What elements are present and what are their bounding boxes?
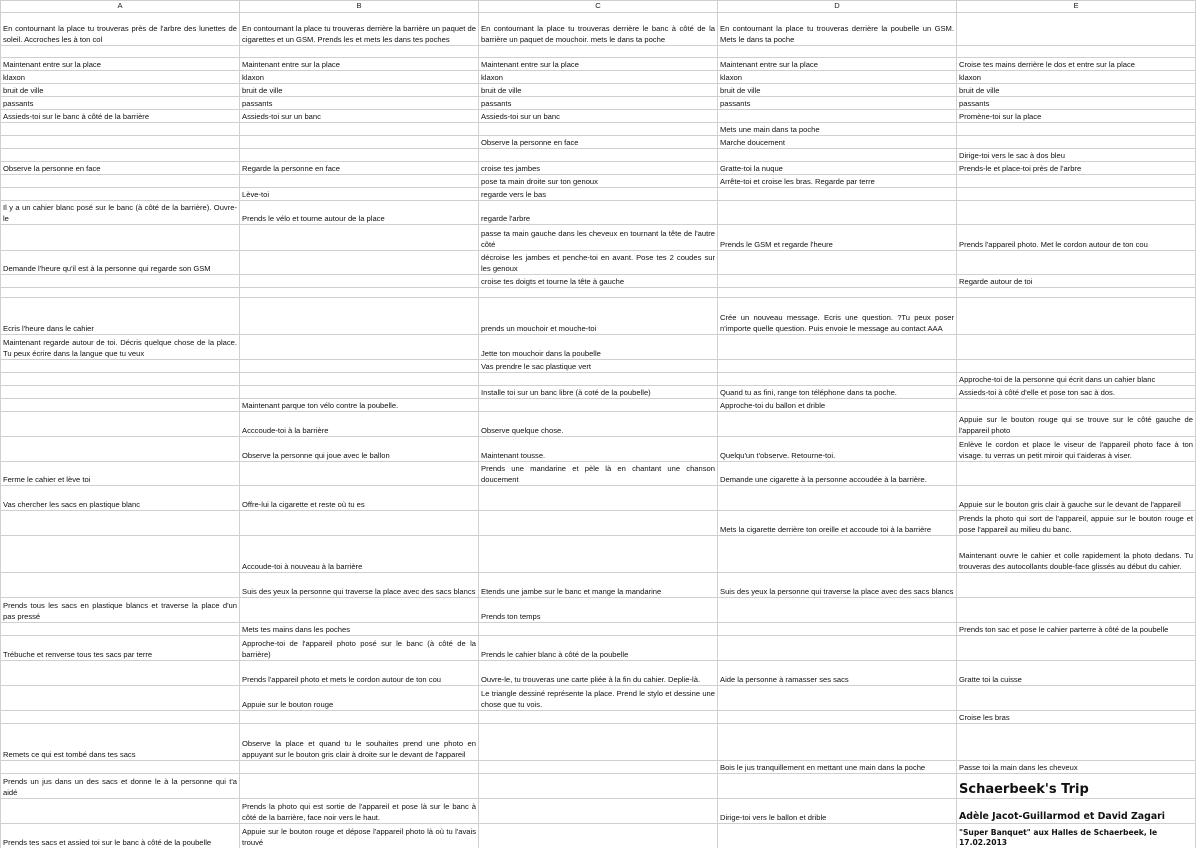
cell-d[interactable]: [718, 110, 957, 123]
table-row: [1, 175, 1196, 188]
cell-b[interactable]: Mets tes mains dans les poches: [240, 623, 479, 636]
cell-c[interactable]: [479, 761, 718, 774]
cell-b[interactable]: [240, 123, 479, 136]
cell-c[interactable]: Installe toi sur un banc libre (à coté de la poubelle): [479, 386, 718, 399]
cell-d[interactable]: En contournant la place tu trouveras derrière la poubelle un GSM. Mets le dans ta poche: [718, 13, 957, 46]
cell-c[interactable]: regarde l'arbre: [479, 201, 718, 225]
cell-b[interactable]: Maintenant parque ton vélo contre la poubelle.: [240, 399, 479, 412]
cell-e[interactable]: [957, 573, 1196, 598]
cell-e[interactable]: Croise tes mains derrière le dos et entre sur la place: [957, 58, 1196, 71]
cell-c[interactable]: [479, 623, 718, 636]
cell-b[interactable]: [240, 149, 479, 162]
cell-b[interactable]: Appuie sur le bouton rouge et dépose l'appareil photo là où tu l'avais trouvé: [240, 824, 479, 848]
cell-a[interactable]: Observe la personne en face: [1, 162, 240, 175]
cell-d[interactable]: klaxon: [718, 71, 957, 84]
cell-b[interactable]: Approche-toi de l'appareil photo posé sur le banc (à côté de la barrière): [240, 636, 479, 661]
cell-b[interactable]: Observe la personne qui joue avec le ballon: [240, 437, 479, 462]
table-row: [1, 136, 1196, 149]
column-header-a[interactable]: A: [1, 1, 240, 13]
column-header-c[interactable]: C: [479, 1, 718, 13]
cell-b[interactable]: [240, 275, 479, 288]
cell-a[interactable]: [1, 511, 240, 536]
table-row: [1, 573, 1196, 598]
cell-a[interactable]: Prends tous les sacs en plastique blancs et traverse la place d'un pas pressé: [1, 598, 240, 623]
cell-d[interactable]: Marche doucement: [718, 136, 957, 149]
cell-b[interactable]: [240, 335, 479, 360]
column-header-e[interactable]: E: [957, 1, 1196, 13]
cell-d[interactable]: Quelqu'un t'observe. Retourne-toi.: [718, 437, 957, 462]
cell-d[interactable]: Mets une main dans ta poche: [718, 123, 957, 136]
cell-c[interactable]: Jette ton mouchoir dans la poubelle: [479, 335, 718, 360]
cell-e[interactable]: [957, 360, 1196, 373]
cell-c[interactable]: [479, 123, 718, 136]
cell-c[interactable]: [479, 774, 718, 799]
table-row: [1, 58, 1196, 71]
table-row: [1, 536, 1196, 573]
cell-e[interactable]: Promène-toi sur la place: [957, 110, 1196, 123]
table-row: [1, 13, 1196, 46]
cell-c[interactable]: Maintenant entre sur la place: [479, 58, 718, 71]
cell-e[interactable]: [957, 636, 1196, 661]
table-row: [1, 201, 1196, 225]
cell-d[interactable]: bruit de ville: [718, 84, 957, 97]
cell-d[interactable]: [718, 412, 957, 437]
cell-e[interactable]: [957, 335, 1196, 360]
column-header-row: [1, 1, 1196, 13]
cell-a[interactable]: [1, 360, 240, 373]
cell-e[interactable]: [957, 462, 1196, 486]
cell-a[interactable]: [1, 412, 240, 437]
cell-d[interactable]: [718, 824, 957, 848]
table-row: [1, 824, 1196, 848]
cell-c[interactable]: pose ta main droite sur ton genoux: [479, 175, 718, 188]
table-row: [1, 386, 1196, 399]
cell-d[interactable]: [718, 288, 957, 298]
cell-b[interactable]: [240, 386, 479, 399]
cell-e[interactable]: [957, 251, 1196, 275]
cell-d[interactable]: Mets la cigarette derrière ton oreille et accoude toi à la barrière: [718, 511, 957, 536]
cell-c[interactable]: [479, 46, 718, 58]
cell-b[interactable]: passants: [240, 97, 479, 110]
column-header-d[interactable]: D: [718, 1, 957, 13]
cell-e[interactable]: Maintenant ouvre le cahier et colle rapidement la photo dedans. Tu trouveras des autocollants double-face glissés au début du cahier.: [957, 536, 1196, 573]
cell-b[interactable]: [240, 225, 479, 251]
cell-a[interactable]: [1, 275, 240, 288]
table-row: [1, 46, 1196, 58]
cell-b[interactable]: Accoude-toi à nouveau à la barrière: [240, 536, 479, 573]
cell-a[interactable]: Assieds-toi sur le banc à côté de la barrière: [1, 110, 240, 123]
cell-b[interactable]: [240, 298, 479, 335]
cell-d[interactable]: Arrête-toi et croise les bras. Regarde par terre: [718, 175, 957, 188]
cell-d[interactable]: [718, 251, 957, 275]
cell-a[interactable]: Remets ce qui est tombé dans tes sacs: [1, 724, 240, 761]
cell-a[interactable]: Maintenant regarde autour de toi. Décris quelque chose de la place. Tu peux écrire dans la langue que tu veux: [1, 335, 240, 360]
cell-c[interactable]: [479, 486, 718, 511]
cell-c[interactable]: [479, 711, 718, 724]
cell-b[interactable]: Suis des yeux la personne qui traverse la place avec des sacs blancs: [240, 573, 479, 598]
cell-d[interactable]: Approche-toi du ballon et drible: [718, 399, 957, 412]
table-row: [1, 97, 1196, 110]
cell-a[interactable]: [1, 799, 240, 824]
cell-b[interactable]: [240, 46, 479, 58]
cell-a[interactable]: [1, 386, 240, 399]
cell-a[interactable]: En contournant la place tu trouveras près de l'arbre des lunettes de soleil. Accroches les à ton col: [1, 13, 240, 46]
cell-b[interactable]: Regarde la personne en face: [240, 162, 479, 175]
table-row: [1, 84, 1196, 97]
cell-e[interactable]: Appuie sur le bouton gris clair à gauche sur le devant de l'appareil: [957, 486, 1196, 511]
cell-d[interactable]: [718, 335, 957, 360]
table-body: [1, 13, 1196, 848]
cell-b[interactable]: [240, 373, 479, 386]
cell-a[interactable]: [1, 573, 240, 598]
cell-a[interactable]: Prends tes sacs et assied toi sur le banc à côté de la poubelle: [1, 824, 240, 848]
table-row: [1, 162, 1196, 175]
cell-c[interactable]: [479, 799, 718, 824]
cell-d[interactable]: [718, 636, 957, 661]
cell-d[interactable]: [718, 46, 957, 58]
cell-e[interactable]: Prends ton sac et pose le cahier parterre à côté de la poubelle: [957, 623, 1196, 636]
cell-c[interactable]: décroise les jambes et penche-toi en avant. Pose tes 2 coudes sur les genoux: [479, 251, 718, 275]
cell-e[interactable]: [957, 123, 1196, 136]
cell-e[interactable]: Croise les bras: [957, 711, 1196, 724]
cell-e[interactable]: [957, 686, 1196, 711]
cell-e[interactable]: [957, 13, 1196, 46]
cell-a[interactable]: Demande l'heure qu'il est à la personne qui regarde son GSM: [1, 251, 240, 275]
table-row: [1, 711, 1196, 724]
cell-d[interactable]: Gratte-toi la nuque: [718, 162, 957, 175]
cell-a[interactable]: Il y a un cahier blanc posé sur le banc (à côté de la barrière). Ouvre-le: [1, 201, 240, 225]
table-row: [1, 225, 1196, 251]
cell-d[interactable]: Crée un nouveau message. Ecris une question. ?Tu peux poser n'importe quelle question. Puis envoie le message au contact AAA: [718, 298, 957, 335]
cell-b[interactable]: [240, 360, 479, 373]
cell-c[interactable]: Observe quelque chose.: [479, 412, 718, 437]
cell-e[interactable]: [957, 175, 1196, 188]
cell-b[interactable]: Offre-lui la cigarette et reste où tu es: [240, 486, 479, 511]
table-row: [1, 774, 1196, 799]
cell-a[interactable]: [1, 175, 240, 188]
cell-a[interactable]: [1, 711, 240, 724]
cell-e[interactable]: [957, 724, 1196, 761]
cell-c[interactable]: passe ta main gauche dans les cheveux en tournant la tête de l'autre côté: [479, 225, 718, 251]
cell-a[interactable]: [1, 188, 240, 201]
cell-e[interactable]: Gratte toi la cuisse: [957, 661, 1196, 686]
cell-e[interactable]: klaxon: [957, 71, 1196, 84]
cell-a[interactable]: [1, 123, 240, 136]
cell-e[interactable]: Passe toi la main dans les cheveux: [957, 761, 1196, 774]
cell-c[interactable]: [479, 149, 718, 162]
table-row: [1, 288, 1196, 298]
table-row: [1, 761, 1196, 774]
table-row: [1, 71, 1196, 84]
cell-a[interactable]: Maintenant entre sur la place: [1, 58, 240, 71]
cell-c[interactable]: Observe la personne en face: [479, 136, 718, 149]
cell-e[interactable]: [957, 399, 1196, 412]
cell-c[interactable]: Maintenant tousse.: [479, 437, 718, 462]
cell-d[interactable]: [718, 149, 957, 162]
cell-b[interactable]: Observe la place et quand tu le souhaites prend une photo en appuyant sur le bouton gris clair à droite sur le devant de l'appareil: [240, 724, 479, 761]
cell-d[interactable]: [718, 774, 957, 799]
table-row: [1, 360, 1196, 373]
cell-c[interactable]: [479, 724, 718, 761]
table-row: [1, 623, 1196, 636]
cell-e[interactable]: Regarde autour de toi: [957, 275, 1196, 288]
cell-b[interactable]: Lève-toi: [240, 188, 479, 201]
cell-b[interactable]: Acccoude-toi à la barrière: [240, 412, 479, 437]
cell-c[interactable]: [479, 511, 718, 536]
cell-a[interactable]: [1, 686, 240, 711]
cell-d[interactable]: [718, 686, 957, 711]
cell-c[interactable]: Prends le cahier blanc à côté de la poubelle: [479, 636, 718, 661]
cell-d[interactable]: [718, 623, 957, 636]
cell-a[interactable]: [1, 623, 240, 636]
cell-a[interactable]: [1, 149, 240, 162]
table-row: [1, 437, 1196, 462]
table-row: [1, 399, 1196, 412]
cell-d[interactable]: [718, 360, 957, 373]
cell-c[interactable]: [479, 399, 718, 412]
cell-d[interactable]: [718, 486, 957, 511]
table-row: [1, 462, 1196, 486]
cell-c[interactable]: Etends une jambe sur le banc et mange la mandarine: [479, 573, 718, 598]
column-header-b[interactable]: B: [240, 1, 479, 13]
table-row: [1, 110, 1196, 123]
cell-a[interactable]: [1, 225, 240, 251]
cell-c[interactable]: klaxon: [479, 71, 718, 84]
cell-e[interactable]: Prends l'appareil photo. Met le cordon autour de ton cou: [957, 225, 1196, 251]
cell-c[interactable]: Prends une mandarine et pèle là en chantant une chanson doucement: [479, 462, 718, 486]
cell-e[interactable]: "Super Banquet" aux Halles de Schaerbeek, le 17.02.2013: [957, 824, 1196, 848]
cell-b[interactable]: [240, 136, 479, 149]
cell-e[interactable]: Prends-le et place-toi près de l'arbre: [957, 162, 1196, 175]
table-row: [1, 123, 1196, 136]
cell-e[interactable]: passants: [957, 97, 1196, 110]
cell-b[interactable]: [240, 711, 479, 724]
cell-a[interactable]: [1, 437, 240, 462]
cell-b[interactable]: [240, 761, 479, 774]
cell-a[interactable]: passants: [1, 97, 240, 110]
cell-b[interactable]: [240, 598, 479, 623]
cell-a[interactable]: [1, 761, 240, 774]
table-row: [1, 335, 1196, 360]
cell-c[interactable]: croise tes jambes: [479, 162, 718, 175]
cell-d[interactable]: Aide la personne à ramasser ses sacs: [718, 661, 957, 686]
cell-e[interactable]: [957, 136, 1196, 149]
cell-e[interactable]: Enlève le cordon et place le viseur de l'appareil photo face à ton visage. tu verras un petit miroir qui t'aideras à viser.: [957, 437, 1196, 462]
cell-b[interactable]: Assieds-toi sur un banc: [240, 110, 479, 123]
cell-e[interactable]: [957, 298, 1196, 335]
cell-c[interactable]: Vas prendre le sac plastique vert: [479, 360, 718, 373]
cell-d[interactable]: [718, 188, 957, 201]
cell-e[interactable]: Prends la photo qui sort de l'appareil, appuie sur le bouton rouge et pose l'appareil au milieu du banc.: [957, 511, 1196, 536]
cell-b[interactable]: [240, 462, 479, 486]
table-row: [1, 636, 1196, 661]
cell-c[interactable]: croise tes doigts et tourne la tête à gauche: [479, 275, 718, 288]
cell-d[interactable]: Demande une cigarette à la personne accoudée à la barrière.: [718, 462, 957, 486]
table-row: [1, 686, 1196, 711]
table-row: [1, 188, 1196, 201]
cell-b[interactable]: [240, 251, 479, 275]
cell-a[interactable]: [1, 46, 240, 58]
cell-c[interactable]: Ouvre-le, tu trouveras une carte pliée à la fin du cahier. Deplie-là.: [479, 661, 718, 686]
cell-d[interactable]: Maintenant entre sur la place: [718, 58, 957, 71]
cell-e[interactable]: Dirige-toi vers le sac à dos bleu: [957, 149, 1196, 162]
cell-c[interactable]: Assieds-toi sur un banc: [479, 110, 718, 123]
cell-d[interactable]: [718, 201, 957, 225]
cell-c[interactable]: En contournant la place tu trouveras derrière le banc à côté de la barrière un paquet de mouchoir. mets le dans ta poche: [479, 13, 718, 46]
table-row: [1, 412, 1196, 437]
table-row: [1, 298, 1196, 335]
cell-a[interactable]: [1, 536, 240, 573]
cell-a[interactable]: klaxon: [1, 71, 240, 84]
cell-b[interactable]: bruit de ville: [240, 84, 479, 97]
cell-d[interactable]: [718, 724, 957, 761]
cell-a[interactable]: Vas chercher les sacs en plastique blanc: [1, 486, 240, 511]
cell-c[interactable]: [479, 288, 718, 298]
cell-b[interactable]: Maintenant entre sur la place: [240, 58, 479, 71]
cell-d[interactable]: Bois le jus tranquillement en mettant une main dans la poche: [718, 761, 957, 774]
cell-a[interactable]: [1, 288, 240, 298]
cell-b[interactable]: klaxon: [240, 71, 479, 84]
cell-e[interactable]: Appuie sur le bouton rouge qui se trouve sur le côté gauche de l'appareil photo: [957, 412, 1196, 437]
cell-d[interactable]: [718, 598, 957, 623]
cell-a[interactable]: bruit de ville: [1, 84, 240, 97]
cell-b[interactable]: [240, 774, 479, 799]
cell-b[interactable]: Prends l'appareil photo et mets le cordon autour de ton cou: [240, 661, 479, 686]
cell-d[interactable]: [718, 275, 957, 288]
table-row: [1, 724, 1196, 761]
cell-e[interactable]: Assieds-toi à côté d'elle et pose ton sac à dos.: [957, 386, 1196, 399]
cell-a[interactable]: [1, 136, 240, 149]
cell-c[interactable]: [479, 373, 718, 386]
cell-d[interactable]: [718, 536, 957, 573]
cell-b[interactable]: Prends le vélo et tourne autour de la place: [240, 201, 479, 225]
cell-c[interactable]: Le triangle dessiné représente la place. Prend le stylo et dessine une chose que tu vois.: [479, 686, 718, 711]
cell-d[interactable]: Suis des yeux la personne qui traverse la place avec des sacs blancs: [718, 573, 957, 598]
table-row: [1, 661, 1196, 686]
table-row: [1, 373, 1196, 386]
cell-c[interactable]: Prends ton temps: [479, 598, 718, 623]
table-row: [1, 275, 1196, 288]
cell-d[interactable]: passants: [718, 97, 957, 110]
cell-e[interactable]: [957, 288, 1196, 298]
cell-e[interactable]: Approche-toi de la personne qui écrit dans un cahier blanc: [957, 373, 1196, 386]
cell-e[interactable]: Schaerbeek's Trip: [957, 774, 1196, 799]
cell-a[interactable]: Ecris l'heure dans le cahier: [1, 298, 240, 335]
cell-b[interactable]: En contournant la place tu trouveras derrière la barrière un paquet de cigarettes et un GSM. Prends les et mets les dans tes poches: [240, 13, 479, 46]
table-row: [1, 486, 1196, 511]
table-row: [1, 598, 1196, 623]
cell-e[interactable]: [957, 46, 1196, 58]
cell-b[interactable]: Appuie sur le bouton rouge: [240, 686, 479, 711]
cell-e[interactable]: Adèle Jacot-Guillarmod et David Zagari: [957, 799, 1196, 824]
cell-c[interactable]: regarde vers le bas: [479, 188, 718, 201]
cell-e[interactable]: [957, 188, 1196, 201]
cell-e[interactable]: bruit de ville: [957, 84, 1196, 97]
cell-a[interactable]: Ferme le cahier et lève toi: [1, 462, 240, 486]
cell-c[interactable]: [479, 824, 718, 848]
cell-d[interactable]: [718, 373, 957, 386]
cell-b[interactable]: [240, 511, 479, 536]
cell-c[interactable]: [479, 536, 718, 573]
cell-a[interactable]: [1, 373, 240, 386]
cell-b[interactable]: [240, 288, 479, 298]
cell-d[interactable]: [718, 711, 957, 724]
cell-b[interactable]: [240, 175, 479, 188]
cell-d[interactable]: Dirige-toi vers le ballon et drible: [718, 799, 957, 824]
cell-a[interactable]: [1, 399, 240, 412]
table-row: [1, 511, 1196, 536]
cell-c[interactable]: passants: [479, 97, 718, 110]
cell-e[interactable]: [957, 598, 1196, 623]
cell-c[interactable]: prends un mouchoir et mouche-toi: [479, 298, 718, 335]
cell-a[interactable]: [1, 661, 240, 686]
cell-d[interactable]: Quand tu as fini, range ton téléphone dans ta poche.: [718, 386, 957, 399]
cell-a[interactable]: Trébuche et renverse tous tes sacs par terre: [1, 636, 240, 661]
cell-c[interactable]: bruit de ville: [479, 84, 718, 97]
cell-a[interactable]: Prends un jus dans un des sacs et donne le à la personne qui t'a aidé: [1, 774, 240, 799]
cell-d[interactable]: Prends le GSM et regarde l'heure: [718, 225, 957, 251]
cell-e[interactable]: [957, 201, 1196, 225]
cell-b[interactable]: Prends la photo qui est sortie de l'appareil et pose là sur le banc à côté de la barrière, face noir vers le haut.: [240, 799, 479, 824]
table-row: [1, 251, 1196, 275]
table-row: [1, 149, 1196, 162]
table-row: [1, 799, 1196, 824]
